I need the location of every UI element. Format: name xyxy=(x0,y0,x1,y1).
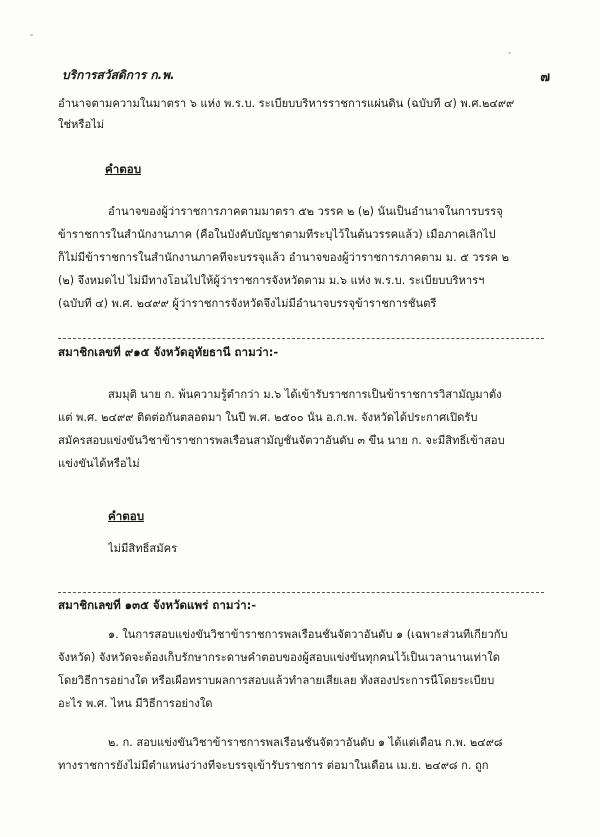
question-line: แต่ พ.ศ. ๒๔๙๙ ติดต่อกันตลอดมา ในปี พ.ศ. ๒๕๐๐ นั้น อ.ก.พ. จังหวัดได้ประกาศเปิดรับ xyxy=(58,411,478,424)
answer-line: (ฉบับที่ ๔) พ.ศ. ๒๔๙๙ ผู้ว่าราชการจังหวัดจึงไม่มีอำนาจบรรจุข้าราชการชั้นตรี xyxy=(58,297,437,310)
answer-line: ข้าราชการในสำนักงานภาค (คือในบังคับบัญชาตามที่ระบุไว้ในต้นวรรคแล้ว) เมื่อภาคเลิกไป xyxy=(58,228,496,241)
page-number: ๗ xyxy=(540,70,550,85)
question-heading: สมาชิกเลขที่ ๙๑๕ จังหวัดอุทัยธานี ถามว่า:- xyxy=(58,345,279,359)
answer-line: (๒) จึงหมดไป ไม่มีทางโอนไปให้ผู้ว่าราชการจังหวัดตาม ม.๖ แห่ง พ.ร.บ. ระเบียบบริหารฯ xyxy=(58,274,485,287)
question-line: ทางราชการยังไม่มีตำแหน่งว่างที่จะบรรจุเข้ารับราชการ ต่อมาในเดือน เม.ย. ๒๔๙๘ ก. ถูก xyxy=(58,759,489,772)
scan-speck xyxy=(508,52,511,54)
answer-heading xyxy=(108,509,144,523)
intro-line: ใช่หรือไม่ xyxy=(58,118,105,131)
header-title: บริการสวัสดิการ ก.พ. xyxy=(62,68,175,82)
question-line: แข่งขันได้หรือไม่ xyxy=(58,457,140,470)
page-header xyxy=(62,66,550,86)
section-divider xyxy=(58,592,544,593)
question-line: ๑. ในการสอบแข่งขันวิชาข้าราชการพลเรือนชั้นจัตวาอันดับ ๑ (เฉพาะส่วนที่เกี่ยวกับ xyxy=(108,628,508,641)
answer-line: ไม่มีสิทธิ์สมัคร xyxy=(108,542,178,555)
answer-heading-text: คำตอบ xyxy=(108,509,145,523)
answer-line: อำนาจของผู้ว่าราชการภาคตามมาตรา ๕๒ วรรค ๒ (๒) นั้นเป็นอำนาจในการบรรจุ xyxy=(108,205,503,218)
answer-heading xyxy=(105,162,141,176)
intro-line: อำนาจตามความในมาตรา ๖ แห่ง พ.ร.บ. ระเบียบบริหารราชการแผ่นดิน (ฉบับที่ ๔) พ.ศ.๒๔๙๙ xyxy=(58,97,515,110)
question-line: สมมุติ นาย ก. พ้นความรู้ต่ำกว่า ม.๖ ได้เข้ารับราชการเป็นข้าราชการวิสามัญมาตั้ง xyxy=(108,388,502,401)
section-divider xyxy=(58,338,544,339)
scan-speck xyxy=(30,34,33,36)
answer-heading-text: คำตอบ xyxy=(105,162,142,176)
question-heading: สมาชิกเลขที่ ๑๓๕ จังหวัดแพร่ ถามว่า:- xyxy=(58,598,257,612)
question-line: จังหวัด) จังหวัดจะต้องเก็บรักษากระดาษคำตอบของผู้สอบแข่งขันทุกคนไว้เป็นเวลานานเท่าใด xyxy=(58,651,500,664)
question-line: อะไร พ.ศ. ไหน มีวิธีการอย่างใด xyxy=(58,697,213,710)
question-line: สมัครสอบแข่งขันวิชาข้าราชการพลเรือนสามัญชั้นจัตวาอันดับ ๓ ขึ้น นาย ก. จะมีสิทธิ์เข้าสอบ xyxy=(58,434,505,447)
answer-line: ก็ไม่มีข้าราชการในสำนักงานภาคที่จะบรรจุแล้ว อำนาจของผู้ว่าราชการภาคตาม ม. ๕ วรรค ๒ xyxy=(58,251,509,264)
question-line: โดยวิธีการอย่างใด หรือเผื่อทราบผลการสอบแล้วทำลายเสียเลย ทั้งสองประการนี้โดยระเบียบ xyxy=(58,674,495,687)
question-line: ๒. ก. สอบแข่งขันวิชาข้าราชการพลเรือนชั้นจัตวาอันดับ ๑ ได้แต่เดือน ก.พ. ๒๔๙๘ xyxy=(108,736,503,749)
